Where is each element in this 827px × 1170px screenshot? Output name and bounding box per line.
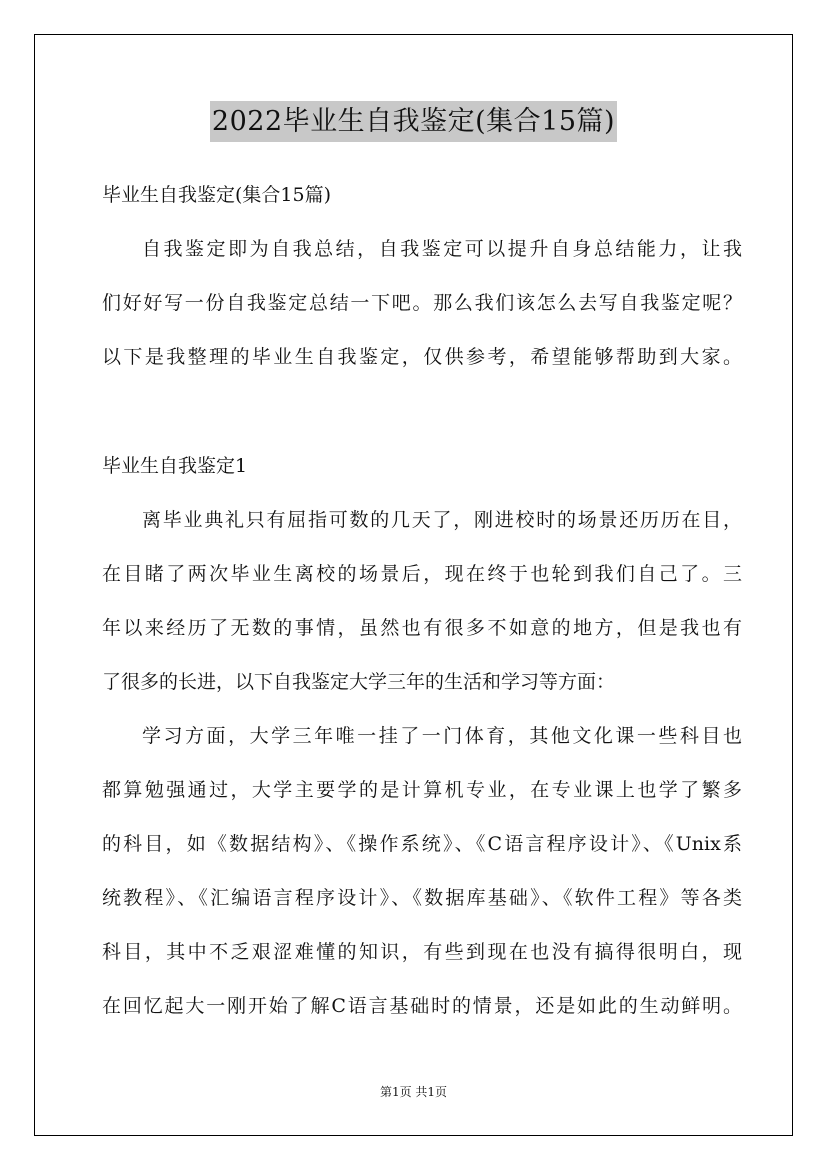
page-footer: 第1页 共1页 [379,1085,448,1099]
paragraph-line: 年以来经历了无数的事情，虽然也有很多不如意的地方，但是我也有 [102,617,742,639]
paragraph-line: 学习方面，大学三年唯一挂了一门体育，其他文化课一些科目也 [142,725,742,747]
paragraph-line: 科目，其中不乏艰涩难懂的知识，有些到现在也没有搞得很明白，现 [102,941,742,963]
document-title: 2022毕业生自我鉴定(集合15篇) [210,101,617,142]
intro-line: 以下是我整理的毕业生自我鉴定，仅供参考，希望能够帮助到大家。 [102,346,742,368]
paragraph-line: 都算勉强通过，大学主要学的是计算机专业，在专业课上也学了繁多 [102,779,742,801]
section-heading: 毕业生自我鉴定1 [102,455,248,477]
paragraph-line: 的科目，如《数据结构》、《操作系统》、《C语言程序设计》、《Unix系 [102,833,742,855]
intro-line: 们好好写一份自我鉴定总结一下吧。那么我们该怎么去写自我鉴定呢？ [102,292,742,314]
paragraph-line: 统教程》、《汇编语言程序设计》、《数据库基础》、《软件工程》等各类 [102,887,742,909]
paragraph-line: 了很多的长进，以下自我鉴定大学三年的生活和学习等方面： [102,671,616,693]
paragraph-line: 在回忆起大一刚开始了解C语言基础时的情景，还是如此的生动鲜明。 [102,995,742,1017]
paragraph-line: 离毕业典礼只有屈指可数的几天了，刚进校时的场景还历历在目， [142,509,742,531]
title-container [0,101,827,142]
paragraph-line: 在目睹了两次毕业生离校的场景后，现在终于也轮到我们自己了。三 [102,563,742,585]
document-subtitle: 毕业生自我鉴定(集合15篇) [102,184,332,206]
intro-line: 自我鉴定即为自我总结，自我鉴定可以提升自身总结能力，让我 [142,238,742,260]
